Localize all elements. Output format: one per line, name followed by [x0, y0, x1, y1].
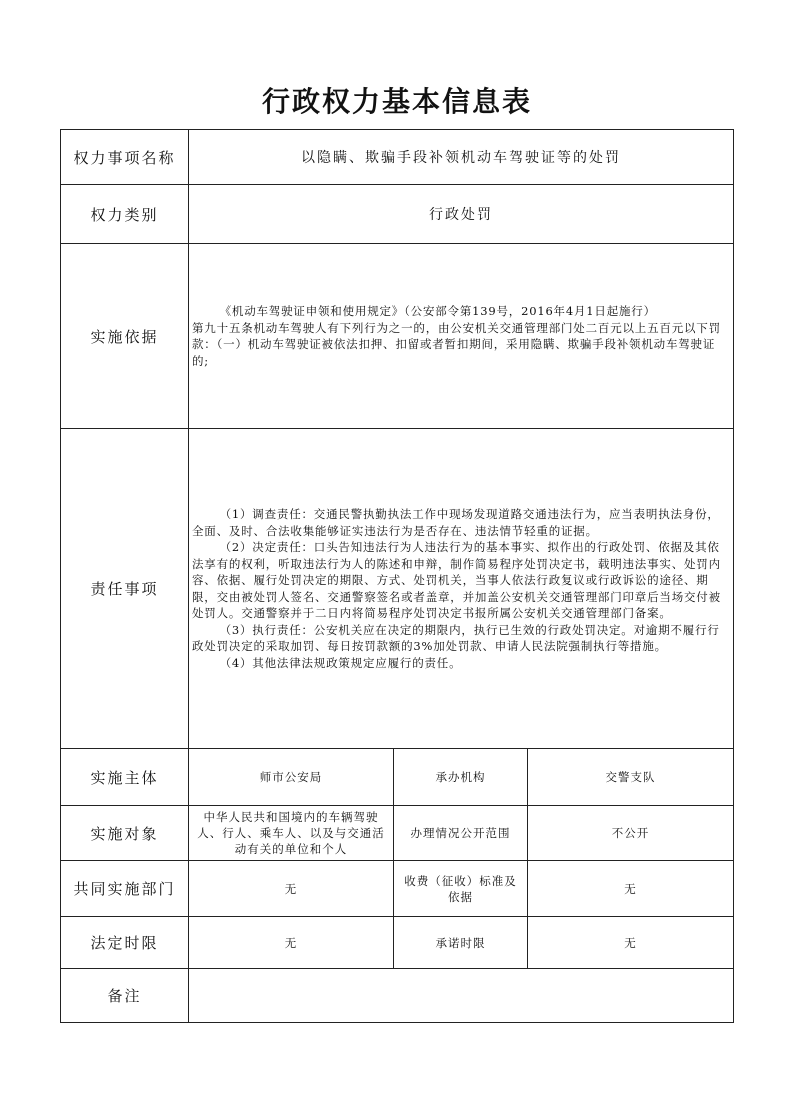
value-handling-agency: 交警支队: [528, 749, 734, 806]
value-responsibility: [189, 429, 734, 749]
label-basis: 实施依据: [61, 244, 189, 429]
label-disclosure-scope: 办理情况公开范围: [394, 806, 528, 861]
value-fee-standard: 无: [528, 861, 734, 917]
row-power-category: [61, 185, 734, 244]
value-legal-time-limit: 无: [189, 917, 394, 969]
row-responsibility: [61, 429, 734, 749]
label-power-name: 权力事项名称: [61, 130, 189, 185]
label-subject: 实施主体: [61, 749, 189, 806]
page-title: 行政权力基本信息表: [261, 85, 532, 118]
row-power-name: [61, 130, 734, 185]
label-legal-time-limit: 法定时限: [61, 917, 189, 969]
value-joint-department: 无: [189, 861, 394, 917]
value-remarks: [189, 969, 734, 1023]
responsibility-item: （2）决定责任：口头告知违法行为人违法行为的基本事实、拟作出的行政处罚、依据及其依法享有的权利，听取违法行为人的陈述和申辩，制作简易程序处罚决定书，载明违法事实、处罚内容、依据、履行处罚决定的期限、方式、处罚机关，当事人依法行政复议或行政诉讼的途径、期限，交由被处罚人签名、交通警察签名或者盖章，并加盖公安机关交通管理部门印章后当场交付被处罚人。交通警察并于二日内将简易程序处罚决定书报所属公安机关交通管理部门备案。: [192, 540, 721, 620]
responsibility-item: （4）其他法律法规政策规定应履行的责任。: [219, 655, 462, 670]
value-power-name: 以隐瞒、欺骗手段补领机动车驾驶证等的处罚: [189, 130, 734, 185]
row-subject: [61, 749, 734, 806]
value-disclosure-scope: 不公开: [528, 806, 734, 861]
value-basis: [189, 244, 734, 429]
basis-line: 《机动车驾驶证申领和使用规定》（公安部令第139号，2016年4月1日起施行）: [219, 304, 656, 318]
label-joint-department: 共同实施部门: [61, 861, 189, 917]
row-time-limit: [61, 917, 734, 969]
label-handling-agency: 承办机构: [394, 749, 528, 806]
row-joint-department: [61, 861, 734, 917]
label-target: 实施对象: [61, 806, 189, 861]
row-remarks: [61, 969, 734, 1023]
label-responsibility: 责任事项: [61, 429, 189, 749]
label-promised-time-limit: 承诺时限: [394, 917, 528, 969]
value-promised-time-limit: 无: [528, 917, 734, 969]
value-power-category: 行政处罚: [189, 185, 734, 244]
label-fee-standard: 收费（征收）标准及依据: [394, 861, 528, 917]
label-remarks: 备注: [61, 969, 189, 1023]
row-basis: [61, 244, 734, 429]
responsibility-item: （1）调查责任：交通民警执勤执法工作中现场发现道路交通违法行为，应当表明执法身份，全面、及时、合法收集能够证实违法行为是否存在、违法情节轻重的证据。: [192, 507, 720, 538]
label-power-category: 权力类别: [61, 185, 189, 244]
value-subject: 师市公安局: [189, 749, 394, 806]
basis-line: 第九十五条机动车驾驶人有下列行为之一的，由公安机关交通管理部门处二百元以上五百元以下罚款：（一）机动车驾驶证被依法扣押、扣留或者暂扣期间，采用隐瞒、欺骗手段补领机动车驾驶证的;: [192, 320, 721, 368]
row-target: [61, 806, 734, 861]
value-target: 中华人民共和国境内的车辆驾驶人、行人、乘车人、以及与交通活动有关的单位和个人: [189, 806, 394, 861]
info-table: [60, 129, 734, 1023]
responsibility-item: （3）执行责任：公安机关应在决定的期限内，执行已生效的行政处罚决定。对逾期不履行行政处罚决定的采取加罚、每日按罚款额的3%加处罚款、申请人民法院强制执行等措施。: [192, 622, 720, 653]
